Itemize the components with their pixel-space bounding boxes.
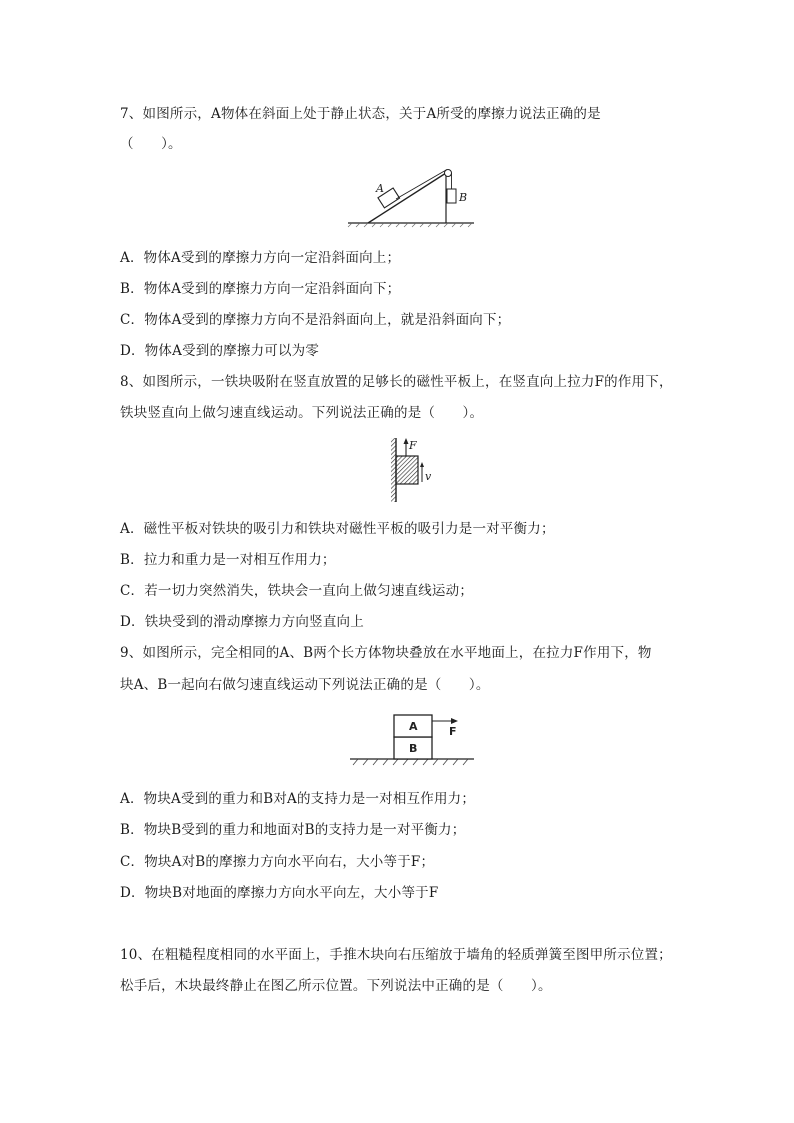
q9-option-b: B．物块B受到的重力和地面对B的支持力是一对平衡力； [120, 822, 466, 838]
q8-label-velocity: v [425, 470, 432, 483]
q10-stem-line1: 10、在粗糙程度相同的水平面上，手推木块向右压缩放于墙角的轻质弹簧至图甲所示位置； [120, 947, 672, 963]
q8-option-d: D．铁块受到的滑动摩擦力方向竖直向上 [120, 614, 364, 630]
q8-stem-line2: 铁块竖直向上做匀速直线运动。下列说法正确的是（ ）。 [120, 405, 484, 421]
q7-incline-figure [346, 165, 476, 229]
q7-option-d: D．物体A受到的摩擦力可以为零 [120, 343, 320, 359]
q8-stem-line1: 8、如图所示，一铁块吸附在竖直放置的足够长的磁性平板上，在竖直向上拉力F的作用下， [120, 374, 673, 390]
q7-option-b: B．物体A受到的摩擦力方向一定沿斜面向下； [120, 281, 401, 297]
q7-stem-line2: （ ）。 [120, 136, 182, 152]
q8-option-a: A．磁性平板对铁块的吸引力和铁块对磁性平板的吸引力是一对平衡力； [120, 521, 555, 537]
q8-label-force: F [409, 439, 417, 452]
q9-label-force: F [449, 725, 457, 738]
q8-option-b: B．拉力和重力是一对相互作用力； [120, 552, 336, 568]
q9-stem-line1: 9、如图所示，完全相同的A、B两个长方体物块叠放在水平地面上，在拉力F作用下，物 [120, 645, 652, 661]
q8-option-c: C．若一切力突然消失，铁块会一直向上做匀速直线运动； [120, 583, 474, 599]
q7-label-a: A [376, 182, 384, 195]
q7-stem-line1: 7、如图所示，A物体在斜面上处于静止状态，关于A所受的摩擦力说法正确的是 [120, 106, 601, 122]
q7-option-c: C．物体A受到的摩擦力方向不是沿斜面向上，就是沿斜面向下； [120, 312, 511, 328]
q9-stem-line2: 块A、B一起向右做匀速直线运动下列说法正确的是（ ）。 [120, 677, 490, 693]
q7-label-b: B [459, 191, 468, 204]
q8-magnet-figure [388, 436, 438, 506]
q9-option-a: A．物块A受到的重力和B对A的支持力是一对相互作用力； [120, 791, 476, 807]
q9-option-c: C．物块A对B的摩擦力方向水平向右，大小等于F； [120, 854, 435, 870]
q10-stem-line2: 松手后，木块最终静止在图乙所示位置。下列说法中正确的是（ ）。 [120, 978, 552, 994]
q9-option-d: D．物块B对地面的摩擦力方向水平向左，大小等于F [120, 885, 439, 901]
q7-option-a: A．物体A受到的摩擦力方向一定沿斜面向上； [120, 250, 401, 266]
q9-stacked-blocks-figure [348, 708, 478, 772]
q9-label-top: A [409, 720, 418, 733]
q9-label-bottom: B [409, 742, 418, 755]
